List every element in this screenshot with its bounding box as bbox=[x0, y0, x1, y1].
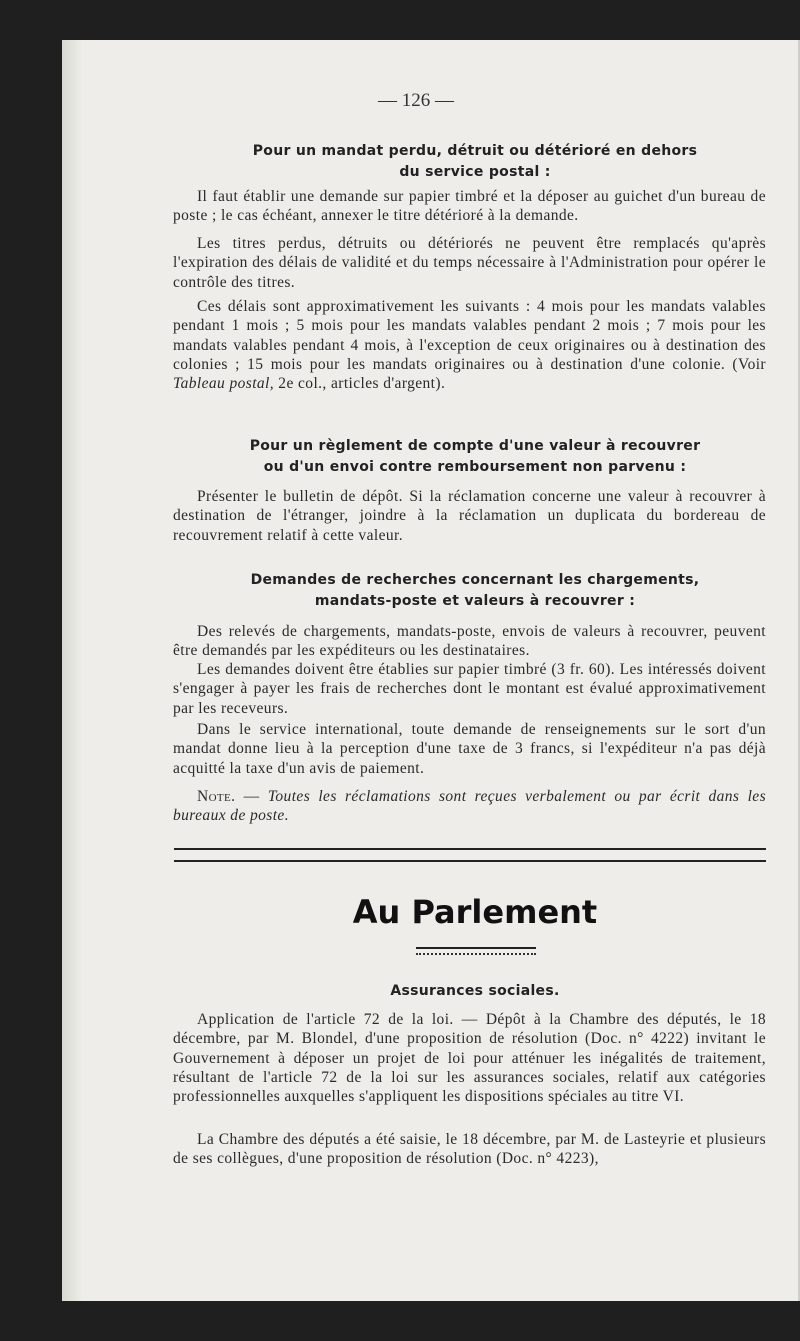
paragraph bbox=[173, 234, 766, 292]
paragraph bbox=[173, 1130, 766, 1169]
paragraph-text: Présenter le bulletin de dépôt. Si la réclamation concerne une valeur à recouvrer à destination de l'étranger, joindre à la réclamation un duplicata du bordereau de recouvrement relatif à cette valeur. bbox=[173, 488, 766, 544]
note-text: Toutes les réclamations sont reçues verbalement ou par écrit dans les bureaux de poste. bbox=[173, 788, 766, 825]
paragraph bbox=[173, 1010, 766, 1106]
section-heading-settlement bbox=[150, 436, 800, 478]
paragraph bbox=[173, 622, 766, 661]
paragraph bbox=[173, 720, 766, 778]
heading-line: du service postal : bbox=[399, 164, 551, 180]
paragraph bbox=[173, 297, 766, 393]
italic-reference: Tableau postal, bbox=[173, 375, 275, 393]
heading-line: Demandes de recherches concernant les chargements, bbox=[250, 572, 700, 588]
paragraph-text: Les titres perdus, détruits ou détériorés ne peuvent être remplacés qu'après l'expiration des délais de validité et du temps nécessaire à l'Administration pour opérer le contrôle des titres. bbox=[173, 235, 766, 291]
divider-rule-top bbox=[174, 848, 766, 850]
heading-line: mandats-poste et valeurs à recouvrer : bbox=[314, 593, 636, 609]
divider-rule-bottom bbox=[174, 860, 766, 862]
section-heading-searches bbox=[150, 570, 800, 612]
paragraph-text: Des relevés de chargements, mandats-poste, envois de valeurs à recouvrer, peuvent être demandés par les expéditeurs ou les destinataires. bbox=[173, 623, 766, 660]
section-title: Au Parlement bbox=[352, 893, 598, 931]
heading-line: Pour un mandat perdu, détruit ou détérioré en dehors bbox=[252, 143, 698, 159]
paragraph bbox=[173, 487, 766, 545]
paragraph bbox=[173, 660, 766, 718]
subheading: Assurances sociales. bbox=[390, 983, 560, 999]
paragraph bbox=[173, 187, 766, 226]
paragraph-text: Dans le service international, toute demande de renseignements sur le sort d'un mandat donne lieu à la perception d'une taxe de 3 francs, si l'expéditeur n'a pas déjà acquitté la taxe d'un avis de paiement. bbox=[173, 721, 766, 777]
page-number: — 126 — bbox=[378, 90, 454, 111]
heading-line: ou d'un envoi contre remboursement non parvenu : bbox=[263, 459, 687, 475]
paragraph-text: Les demandes doivent être établies sur papier timbré (3 fr. 60). Les intéressés doivent s'engager à payer les frais de recherches dont le montant est évalué approximativement par les receveurs. bbox=[173, 661, 766, 717]
note-label: Note. bbox=[197, 788, 236, 805]
paragraph-text: La Chambre des députés a été saisie, le 18 décembre, par M. de Lasteyrie et plusieurs de ses collègues, d'une proposition de résolution (Doc. n° 4223), bbox=[173, 1131, 766, 1168]
paragraph-text: Ces délais sont approximativement les suivants : 4 mois pour les mandats valables pendant 1 mois ; 5 mois pour les mandats valables pendant 2 mois ; 7 mois pour les mandats valables pendant 4 mois, à l'exception de ceux originaires ou à destination des colonies ; 15 mois pour les mandats originaires ou à destination d'une colonie. (Voir bbox=[173, 298, 766, 373]
heading-line: Pour un règlement de compte d'une valeur à recouvrer bbox=[249, 438, 701, 454]
section-heading-lost-mandate bbox=[150, 141, 800, 183]
paragraph-text: Application de l'article 72 de la loi. — Dépôt à la Chambre des députés, le 18 décembre, par M. Blondel, d'une proposition de résolution (Doc. n° 4222) invitant le Gouvernement à déposer un projet de loi pour atténuer les inégalités de traitement, résultant de l'article 72 de la loi sur les assurances sociales, relatif aux catégories professionnelles auxquelles s'appliquent les dispositions spéciales au titre VI. bbox=[173, 1011, 766, 1106]
paragraph-text: 2e col., articles d'argent). bbox=[274, 375, 446, 393]
title-underline bbox=[416, 947, 536, 957]
note-paragraph bbox=[173, 787, 766, 826]
paragraph-text: Il faut établir une demande sur papier timbré et la déposer au guichet d'un bureau de poste ; le cas échéant, annexer le titre détérioré à la demande. bbox=[173, 188, 766, 225]
note-dash: — bbox=[235, 788, 268, 805]
